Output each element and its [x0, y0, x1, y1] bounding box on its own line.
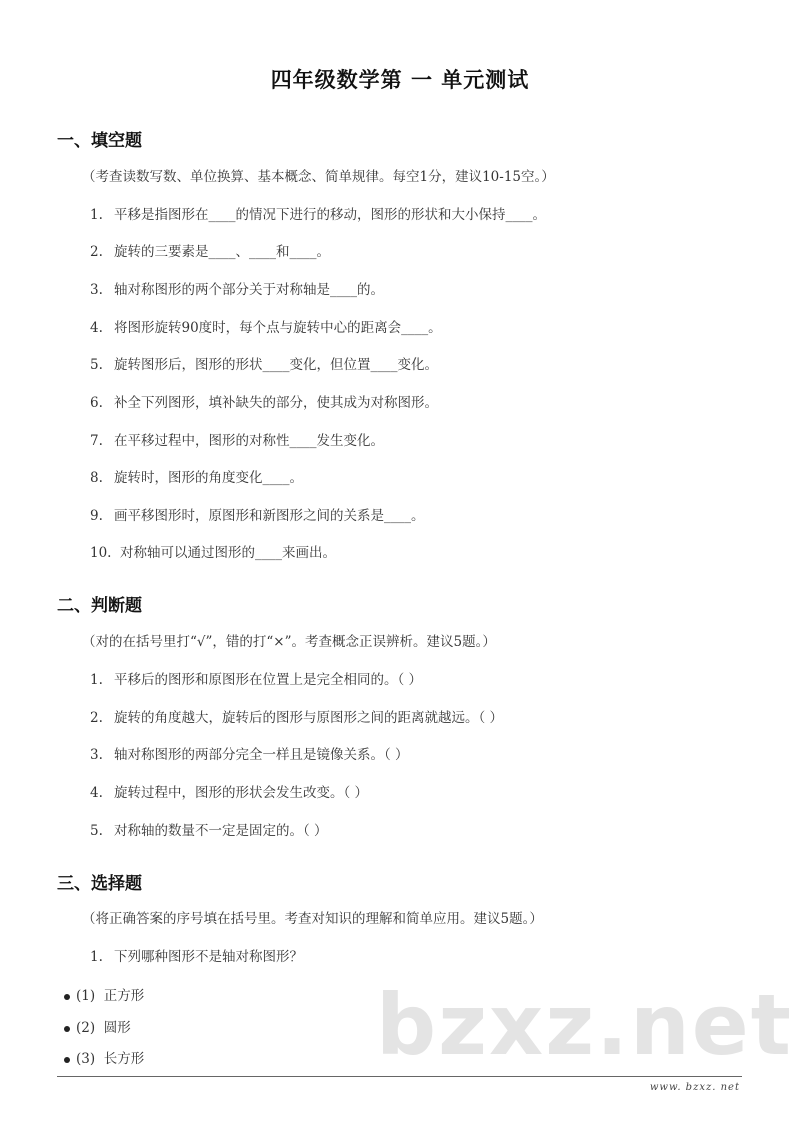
question-item: 4. 旋转过程中，图形的形状会发生改变。（ ）	[90, 785, 369, 801]
question-item: 10. 对称轴可以通过图形的____来画出。	[90, 545, 336, 561]
choice-option: (1) 正方形	[64, 984, 144, 1004]
question-item: 3. 轴对称图形的两个部分关于对称轴是____的。	[90, 282, 384, 298]
question-item: 6. 补全下列图形，填补缺失的部分，使其成为对称图形。	[90, 395, 438, 411]
question-item: 5. 对称轴的数量不一定是固定的。（ ）	[90, 823, 328, 839]
question-item: 8. 旋转时，图形的角度变化____。	[90, 470, 303, 486]
question-item: 3. 轴对称图形的两部分完全一样且是镜像关系。（ ）	[90, 747, 409, 763]
question-item: 5. 旋转图形后，图形的形状____变化，但位置____变化。	[90, 357, 438, 373]
question-item: 2. 旋转的三要素是____、____和____。	[90, 244, 330, 260]
bullet-icon	[64, 1026, 70, 1032]
section-heading-true-false: 二、判断题	[57, 596, 142, 616]
question-item: 7. 在平移过程中，图形的对称性____发生变化。	[90, 433, 384, 449]
question-item: 1. 平移是指图形在____的情况下进行的移动，图形的形状和大小保持____。	[90, 207, 546, 223]
section-note: （对的在括号里打“√”，错的打“×”。考查概念正误辨析。建议5题。）	[82, 634, 496, 650]
question-item: 2. 旋转的角度越大，旋转后的图形与原图形之间的距离就越远。（ ）	[90, 710, 504, 726]
section-note: （将正确答案的序号填在括号里。考查对知识的理解和简单应用。建议5题。）	[82, 911, 543, 927]
choice-option: (2) 圆形	[64, 1016, 131, 1036]
bullet-icon	[64, 1057, 70, 1063]
footer-url: www. bzxz. net	[649, 1082, 740, 1093]
page-title: 四年级数学第 一 单元测试	[270, 68, 530, 92]
bullet-icon	[64, 994, 70, 1000]
question-item: 4. 将图形旋转90度时，每个点与旋转中心的距离会____。	[90, 320, 442, 336]
section-heading-multiple-choice: 三、选择题	[57, 874, 142, 894]
question-item: 1. 下列哪种图形不是轴对称图形？	[90, 949, 303, 965]
footer-divider	[57, 1076, 742, 1077]
question-item: 1. 平移后的图形和原图形在位置上是完全相同的。（ ）	[90, 672, 423, 688]
watermark: bzxz.net	[376, 976, 793, 1074]
section-heading-fill-in: 一、填空题	[57, 131, 142, 151]
question-item: 9. 画平移图形时，原图形和新图形之间的关系是____。	[90, 508, 425, 524]
choice-option: (3) 长方形	[64, 1047, 144, 1067]
section-note: （考查读数写数、单位换算、基本概念、简单规律。每空1分，建议10-15空。）	[82, 169, 555, 185]
